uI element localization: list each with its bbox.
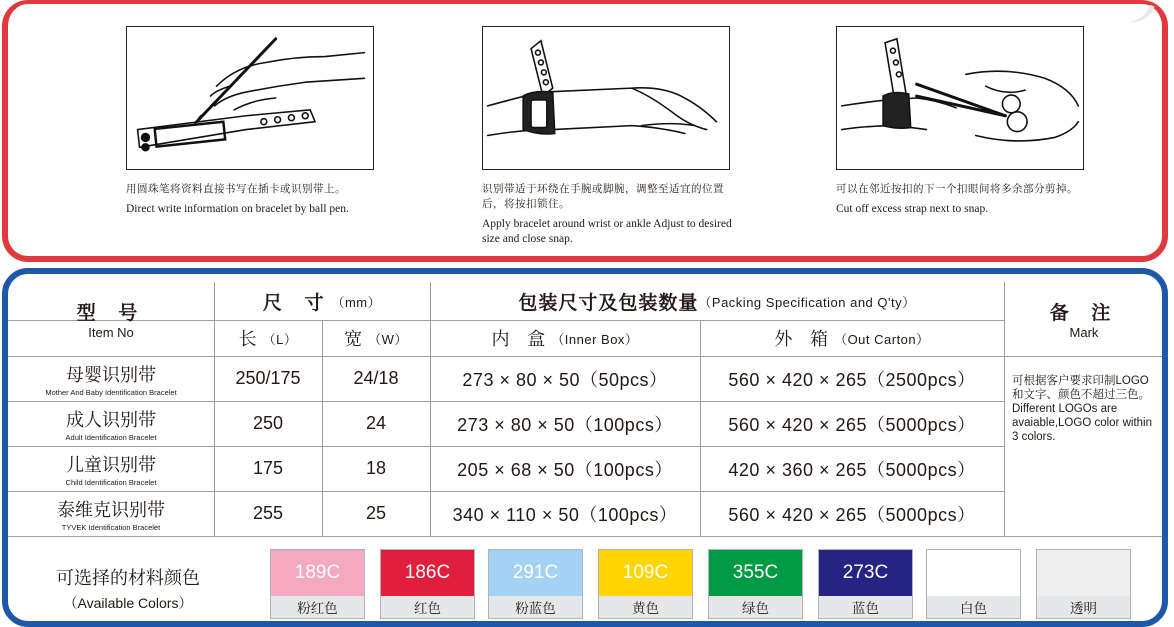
instructions-panel (2, 0, 1168, 262)
header-length-cn: 长 (238, 329, 263, 350)
color-name: 粉红色 (271, 596, 364, 618)
header-outer-cn: 外 箱 (774, 329, 835, 350)
instruction-step-apply (482, 26, 732, 247)
header-size (214, 282, 430, 320)
product-name-en: Mother And Baby Identification Bracelet (45, 387, 177, 397)
table-row-name (8, 356, 214, 401)
color-swatch (380, 549, 475, 619)
header-size-cn: 尺 寸 (262, 291, 332, 314)
instruction-step-write (126, 26, 376, 217)
inner-box-value: 340 × 110 × 50（100pcs） (452, 504, 678, 525)
header-width-unit: （W） (368, 331, 408, 347)
out-carton-value: 420 × 360 × 265（5000pcs） (728, 459, 976, 480)
header-inner-cn: 内 盒 (491, 329, 552, 350)
width-value: 25 (365, 503, 387, 523)
instruction-en: Cut off excess strap next to snap. (836, 203, 989, 215)
length-value: 250 (252, 413, 284, 433)
header-outer-en: （Out Carton） (834, 331, 930, 347)
color-swatch (708, 549, 803, 619)
header-mark-cn: 备 注 (1049, 302, 1119, 324)
table-row-name (8, 491, 214, 536)
color-name: 白色 (927, 596, 1020, 618)
product-name-cn: 母婴识别带 (66, 364, 156, 386)
color-chip: 355C (709, 550, 802, 596)
out-carton-value: 560 × 420 × 265（5000pcs） (728, 504, 976, 525)
header-width (322, 320, 430, 356)
table-row-name (8, 401, 214, 446)
color-chip: 189C (271, 550, 364, 596)
color-chip (927, 550, 1020, 596)
width-value: 18 (365, 458, 387, 478)
width-value: 24/18 (353, 368, 399, 388)
decorative-swoosh (1104, 0, 1154, 29)
header-packing (430, 282, 1004, 320)
instruction-en: Apply bracelet around wrist or ankle Adjust to desired size and close snap. (482, 218, 732, 245)
header-inner-box (430, 320, 700, 356)
color-chip: 291C (489, 550, 582, 596)
header-width-cn: 宽 (344, 329, 369, 350)
out-carton-value: 560 × 420 × 265（5000pcs） (728, 414, 976, 435)
header-item-no-en: Item No (88, 325, 134, 340)
product-name-en: TYVEK Identification Bracelet (61, 522, 161, 532)
product-name-cn: 泰维克识别带 (57, 499, 165, 521)
color-swatch (1036, 549, 1131, 619)
inner-box-value: 273 × 80 × 50（50pcs） (462, 369, 668, 390)
color-chip: 273C (819, 550, 912, 596)
instruction-cn: 可以在邻近按扣的下一个扣眼间将多余部分剪掉。 (836, 183, 1078, 195)
mark-note (1012, 374, 1160, 444)
instruction-cn: 识别带适于环绕在手腕或脚腕，调整至适宜的位置后，将按扣锁住。 (482, 183, 724, 210)
color-swatch (598, 549, 693, 619)
length-value: 175 (252, 458, 284, 478)
color-name: 绿色 (709, 596, 802, 618)
header-size-unit: （mm） (331, 294, 382, 310)
product-name-cn: 儿童识别带 (66, 454, 156, 476)
header-mark (1004, 282, 1164, 356)
table-divider (8, 536, 1164, 537)
header-packing-cn: 包装尺寸及包装数量 (518, 291, 699, 314)
color-name: 粉蓝色 (489, 596, 582, 618)
mark-note-cn: 可根据客户要求印制LOGO和文字、颜色不超过三色。 (1012, 375, 1150, 401)
header-packing-en: （Packing Specification and Q'ty） (698, 294, 916, 310)
color-name: 透明 (1037, 596, 1130, 618)
color-chip: 109C (599, 550, 692, 596)
color-chip: 186C (381, 550, 474, 596)
table-row-name (8, 446, 214, 491)
write-with-pen-illustration (126, 26, 374, 170)
specification-panel (2, 268, 1168, 627)
header-out-carton (700, 320, 1004, 356)
length-value: 250/175 (235, 368, 301, 388)
color-swatch (488, 549, 583, 619)
header-inner-en: （Inner Box） (551, 331, 639, 347)
length-value: 255 (252, 503, 284, 523)
color-name: 红色 (381, 596, 474, 618)
color-name: 蓝色 (819, 596, 912, 618)
product-name-en: Child Identification Bracelet (65, 477, 157, 487)
header-item-no-cn: 型 号 (76, 302, 146, 324)
color-chip (1037, 550, 1130, 596)
color-swatch (926, 549, 1021, 619)
instruction-en: Direct write information on bracelet by ball pen. (126, 203, 349, 215)
color-swatch (270, 549, 365, 619)
out-carton-value: 560 × 420 × 265（2500pcs） (728, 369, 976, 390)
instruction-cn: 用圆珠笔将资料直接书写在插卡或识别带上。 (126, 183, 346, 195)
header-length-unit: （L） (262, 331, 298, 347)
scissors-cutting-illustration (836, 26, 1084, 170)
header-item-no (8, 282, 214, 356)
product-name-en: Adult Identification Bracelet (65, 432, 157, 442)
wristband-on-wrist-illustration (482, 26, 730, 170)
available-colors-en: （Available Colors） (63, 595, 193, 611)
instruction-step-cut (836, 26, 1086, 217)
color-name: 黄色 (599, 596, 692, 618)
inner-box-value: 205 × 68 × 50（100pcs） (457, 459, 673, 480)
header-length (214, 320, 322, 356)
color-swatch (818, 549, 913, 619)
product-name-cn: 成人识别带 (66, 409, 156, 431)
mark-note-en: Different LOGOs are avaiable,LOGO color within 3 colors. (1012, 403, 1152, 443)
header-mark-en: Mark (1069, 325, 1099, 340)
inner-box-value: 273 × 80 × 50（100pcs） (457, 414, 673, 435)
width-value: 24 (365, 413, 387, 433)
available-colors-label (18, 564, 238, 613)
available-colors-cn: 可选择的材料颜色 (56, 568, 200, 589)
